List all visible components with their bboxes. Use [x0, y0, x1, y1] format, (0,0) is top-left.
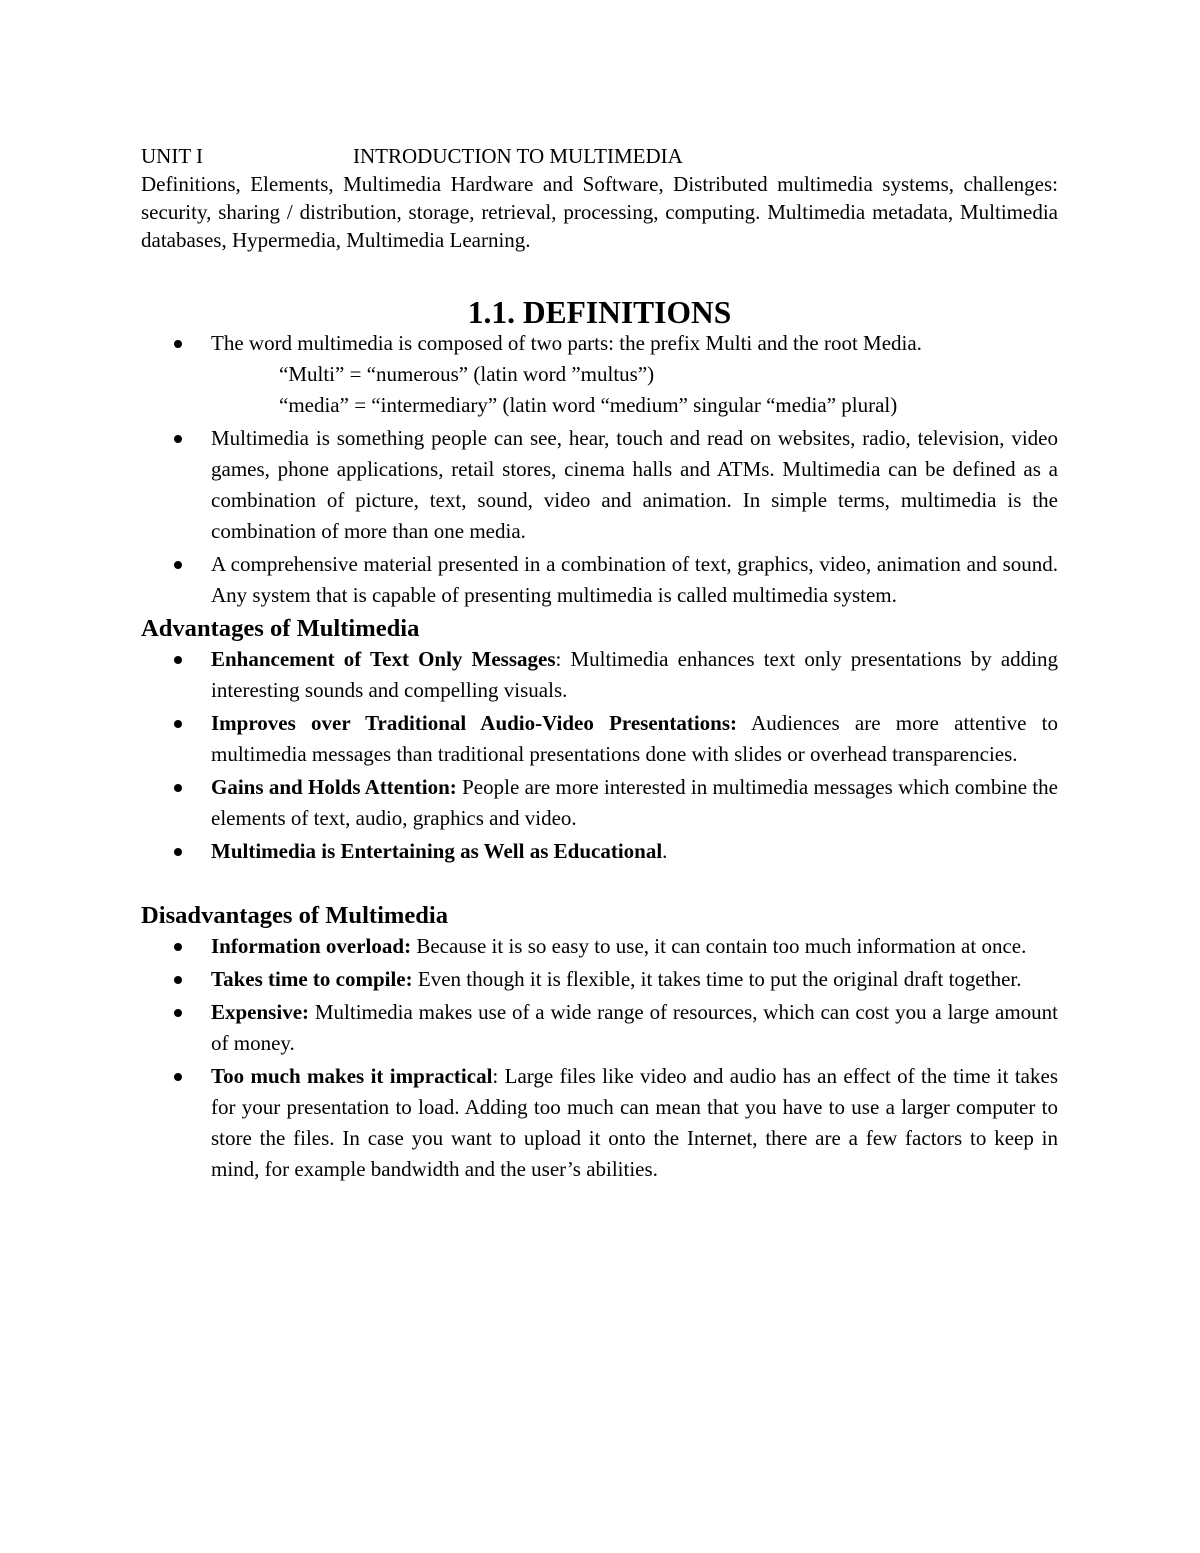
- bullet-icon: [174, 848, 182, 856]
- unit-title: INTRODUCTION TO MULTIMEDIA: [353, 144, 683, 168]
- bullet-icon: [174, 656, 182, 664]
- definition-text: Multimedia is something people can see, hear, touch and read on websites, radio, television, video games, phone applications, retail stores, cinema halls and ATMs. Multimedia can be defined as a combination of picture, text, sound, video and animation. In simple terms, multimedia is the combination of more than one media.: [211, 426, 1058, 543]
- bullet-icon: [174, 1009, 182, 1017]
- etymology-media: “media” = “intermediary” (latin word “medium” singular “media” plural): [279, 393, 898, 417]
- bullet-icon: [174, 720, 182, 728]
- advantage-term: Gains and Holds Attention:: [211, 775, 457, 799]
- disadvantage-term: Takes time to compile:: [211, 967, 413, 991]
- list-item: [141, 644, 1058, 706]
- list-item: [141, 836, 1058, 867]
- advantage-text: .: [662, 839, 668, 863]
- list-item: [141, 549, 1058, 611]
- unit-header: [141, 142, 1058, 170]
- advantages-list: [141, 644, 1058, 867]
- bullet-icon: [174, 561, 182, 569]
- advantages-heading: Advantages of Multimedia: [141, 615, 420, 642]
- etymology-multi: “Multi” = “numerous” (latin word ”multus”): [279, 362, 655, 386]
- bullet-icon: [174, 435, 182, 443]
- list-item: [141, 423, 1058, 547]
- definitions-heading: 1.1. DEFINITIONS: [467, 295, 732, 330]
- advantage-term: Improves over Traditional Audio-Video Presentations:: [211, 711, 737, 735]
- disadvantage-text: : Large files like video and audio has an effect of the time it takes for your presentation to load. Adding too much can mean that you have to use a larger computer to store the files. In case you want to upload it onto the Internet, there are a few factors to keep in mind, for example bandwidth and the user’s abilities.: [211, 1064, 1058, 1181]
- list-item: [141, 708, 1058, 770]
- definition-text: A comprehensive material presented in a combination of text, graphics, video, animation and sound. Any system that is capable of presenting multimedia is called multimedia system.: [211, 552, 1058, 607]
- advantage-text: People are more interested in multimedia messages which combine the elements of text, audio, graphics and video.: [211, 775, 1058, 830]
- disadvantages-list: [141, 931, 1058, 1185]
- bullet-icon: [174, 976, 182, 984]
- bullet-icon: [174, 340, 182, 348]
- disadvantage-text: Even though it is flexible, it takes time to put the original draft together.: [412, 967, 1022, 991]
- syllabus-text: Definitions, Elements, Multimedia Hardware and Software, Distributed multimedia systems, challenges: security, sharing / distribution, storage, retrieval, processing, computing. Multimedia metadata, Multimedia databases, Hypermedia, Multimedia Learning.: [141, 172, 1058, 252]
- disadvantage-text: Because it is so easy to use, it can contain too much information at once.: [411, 934, 1027, 958]
- advantage-term: Enhancement of Text Only Messages: [211, 647, 556, 671]
- list-item: [141, 964, 1058, 995]
- list-item: [141, 328, 1058, 421]
- bullet-icon: [174, 943, 182, 951]
- unit-number: UNIT I: [141, 144, 204, 168]
- definitions-list: [141, 328, 1058, 611]
- definition-text: The word multimedia is composed of two parts: the prefix Multi and the root Media.: [211, 331, 922, 355]
- advantage-text: Audiences are more attentive to multimedia messages than traditional presentations done with slides or overhead transparencies.: [211, 711, 1058, 766]
- advantage-text: : Multimedia enhances text only presentations by adding interesting sounds and compelling visuals.: [211, 647, 1058, 702]
- disadvantage-text: Multimedia makes use of a wide range of resources, which can cost you a large amount of money.: [211, 1000, 1058, 1055]
- list-item: [141, 931, 1058, 962]
- advantage-term: Multimedia is Entertaining as Well as Educational: [211, 839, 663, 863]
- bullet-icon: [174, 784, 182, 792]
- disadvantage-term: Information overload:: [211, 934, 412, 958]
- bullet-icon: [174, 1073, 182, 1081]
- disadvantages-heading: Disadvantages of Multimedia: [141, 902, 449, 929]
- list-item: [141, 997, 1058, 1059]
- disadvantage-term: Expensive:: [211, 1000, 310, 1024]
- document-body: [141, 142, 1058, 1187]
- list-item: [141, 772, 1058, 834]
- section-spacer: [141, 869, 1058, 900]
- disadvantage-term: Too much makes it impractical: [211, 1064, 493, 1088]
- list-item: [141, 1061, 1058, 1185]
